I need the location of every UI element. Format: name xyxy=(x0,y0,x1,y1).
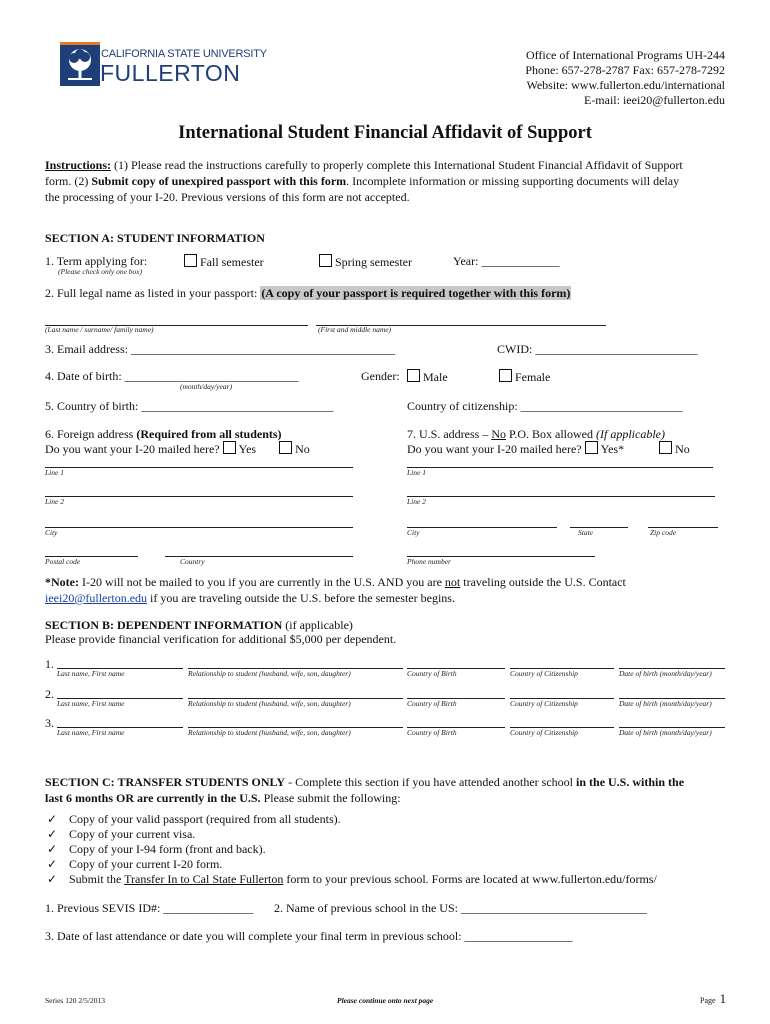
section-b-heading xyxy=(45,618,353,633)
foreign-line2-field[interactable] xyxy=(45,496,353,497)
us-city-caption: City xyxy=(407,528,420,537)
country-of-birth-field[interactable]: 5. Country of birth: ________________________________ xyxy=(45,399,334,413)
cwid-field[interactable]: CWID: ___________________________ xyxy=(497,342,698,356)
q7-yes-checkbox[interactable] xyxy=(585,441,598,454)
q6-required: (Required from all students) xyxy=(136,427,282,441)
section-c-intro-b: in the U.S. within the xyxy=(576,775,685,789)
section-c-intro-a: - Complete this section if you have attended another school xyxy=(285,775,577,789)
dependent-column-caption: Country of Citizenship xyxy=(510,728,578,737)
foreign-city-field[interactable] xyxy=(45,527,353,528)
checkmark-icon: ✓ xyxy=(47,857,58,871)
section-c-intro-line-1 xyxy=(45,775,684,790)
note-text-c: if you are traveling outside the U.S. before the semester begins. xyxy=(147,591,455,605)
logo-campus-name: FULLERTON xyxy=(100,60,241,86)
q7-mail-label: Do you want your I-20 mailed here? xyxy=(407,442,582,456)
checklist-item xyxy=(47,827,195,842)
q7-if-applicable: (If applicable) xyxy=(596,427,665,441)
gender-label: Gender: xyxy=(361,369,400,383)
q6-no-checkbox[interactable] xyxy=(279,441,292,454)
dependent-column-caption: Last name, First name xyxy=(57,699,125,708)
q6-mail-question xyxy=(45,441,310,457)
instructions-p2c: . Incomplete information or missing supporting documents will delay xyxy=(346,174,680,188)
dependent-column-caption: Last name, First name xyxy=(57,728,125,737)
checklist-item xyxy=(47,812,341,827)
q7-no-checkbox[interactable] xyxy=(659,441,672,454)
dependent-column-caption: Relationship to student (husband, wife, son, daughter) xyxy=(188,669,351,678)
checklist-item-text: Submit the xyxy=(69,872,125,886)
us-line1-caption: Line 1 xyxy=(407,468,426,477)
dependent-column-caption: Country of Birth xyxy=(407,699,457,708)
last-name-caption: (Last name / surname/ family name) xyxy=(45,325,154,334)
female-option[interactable] xyxy=(499,369,550,385)
q7-label: 7. U.S. address – xyxy=(407,427,492,441)
us-city-field[interactable] xyxy=(407,527,557,528)
spring-option[interactable] xyxy=(319,254,412,270)
instructions-line-3: the processing of your I-20. Previous versions of this form are not accepted. xyxy=(45,190,410,204)
instructions-line-2 xyxy=(45,174,679,189)
q6-yes-label: Yes xyxy=(238,442,257,456)
tree-seal-icon xyxy=(60,42,100,86)
section-a-heading: SECTION A: STUDENT INFORMATION xyxy=(45,231,265,245)
fall-label: Fall semester xyxy=(200,255,264,269)
us-line1-field[interactable] xyxy=(407,467,713,468)
female-checkbox[interactable] xyxy=(499,369,512,382)
transfer-form-link[interactable]: Transfer In to Cal State Fullerton xyxy=(124,872,284,886)
sevis-id-field[interactable]: 1. Previous SEVIS ID#: _______________ xyxy=(45,901,254,915)
checklist-item-text: Copy of your I-94 form (front and back). xyxy=(69,842,266,856)
q2-line xyxy=(45,286,571,301)
checklist-item-text: Copy of your current I-20 form. xyxy=(69,857,223,871)
q6-label: 6. Foreign address xyxy=(45,427,137,441)
dependent-column-caption: Country of Birth xyxy=(407,728,457,737)
first-name-caption: (First and middle name) xyxy=(318,325,392,334)
term-note: (Please check only one box) xyxy=(58,267,143,276)
checklist-item-text-b: form to your previous school. Forms are located at www.fullerton.edu/forms/ xyxy=(283,872,657,886)
page-number xyxy=(700,990,726,1008)
male-label: Male xyxy=(423,370,448,384)
us-zip-caption: Zip code xyxy=(650,528,677,537)
q7-mail-question xyxy=(407,441,690,457)
q2-passport-note: (A copy of your passport is required together with this form) xyxy=(261,286,571,300)
note-text-a: I-20 will not be mailed to you if you are currently in the U.S. AND you are xyxy=(78,575,445,589)
section-b-sub: Please provide financial verification for additional $5,000 per dependent. xyxy=(45,632,397,646)
university-logo xyxy=(60,42,100,86)
checkmark-icon: ✓ xyxy=(47,812,58,826)
dependent-column-caption: Date of birth (month/day/year) xyxy=(619,728,712,737)
term-label: 1. Term applying for: xyxy=(45,254,148,268)
email-line: E-mail: ieei20@fullerton.edu xyxy=(583,93,725,107)
series-label: Series 120 2/5/2013 xyxy=(45,996,105,1005)
checkmark-icon: ✓ xyxy=(47,872,58,886)
q6-mail-label: Do you want your I-20 mailed here? xyxy=(45,442,220,456)
foreign-country-caption: Country xyxy=(180,557,205,566)
q6-heading xyxy=(45,427,282,442)
foreign-line1-caption: Line 1 xyxy=(45,468,64,477)
male-checkbox[interactable] xyxy=(407,369,420,382)
q7-yes-label: Yes* xyxy=(600,442,625,456)
dependent-column-caption: Date of birth (month/day/year) xyxy=(619,669,712,678)
dependent-column-caption: Relationship to student (husband, wife, son, daughter) xyxy=(188,699,351,708)
dependent-row-number: 2. xyxy=(45,687,54,701)
note-text-b: traveling outside the U.S. Contact xyxy=(460,575,626,589)
dob-field[interactable]: 4. Date of birth: _____________________________ xyxy=(45,369,299,383)
spring-label: Spring semester xyxy=(335,255,412,269)
dependent-column-caption: Country of Birth xyxy=(407,669,457,678)
q7-no: No xyxy=(491,427,506,441)
logo-university-name: CALIFORNIA STATE UNIVERSITY xyxy=(101,48,267,60)
website-line: Website: www.fullerton.edu/international xyxy=(526,78,725,92)
continue-note: Please continue onto next page xyxy=(337,996,434,1005)
dependent-column-caption: Date of birth (month/day/year) xyxy=(619,699,712,708)
page-label: Page xyxy=(700,996,716,1005)
foreign-city-caption: City xyxy=(45,528,58,537)
phone-line: Phone: 657-278-2787 Fax: 657-278-7292 xyxy=(525,63,725,77)
male-option[interactable] xyxy=(407,369,448,385)
section-c-intro-c: last 6 months OR are currently in the U.S. xyxy=(45,791,261,805)
fall-checkbox[interactable] xyxy=(184,254,197,267)
section-c-intro-d: Please submit the following: xyxy=(260,791,401,805)
checklist-item-text: Copy of your current visa. xyxy=(69,827,196,841)
checkmark-icon: ✓ xyxy=(47,842,58,856)
q7-no-label: No xyxy=(675,442,690,456)
note-not: not xyxy=(444,575,461,589)
section-c-title: SECTION C: TRANSFER STUDENTS ONLY xyxy=(45,775,286,789)
mailing-note-line-2 xyxy=(45,591,455,606)
dependent-column-caption: Country of Citizenship xyxy=(510,699,578,708)
checklist-item xyxy=(47,857,222,872)
q7-heading xyxy=(407,427,665,442)
instructions-p2a: form. (2) xyxy=(45,174,92,188)
section-b-suffix: (if applicable) xyxy=(282,618,353,632)
year-field[interactable]: Year: _____________ xyxy=(453,254,560,268)
dependent-row-number: 3. xyxy=(45,716,54,730)
q6-no-label: No xyxy=(295,442,310,456)
previous-school-field[interactable]: 2. Name of previous school in the US: _______________________________ xyxy=(274,901,647,915)
foreign-postal-caption: Postal code xyxy=(45,557,81,566)
q6-yes-checkbox[interactable] xyxy=(223,441,236,454)
spring-checkbox[interactable] xyxy=(319,254,332,267)
page-title: International Student Financial Affidavit of Support xyxy=(178,123,592,143)
us-phone-caption: Phone number xyxy=(407,557,451,566)
instructions-line-1 xyxy=(45,158,683,173)
note-label: *Note: xyxy=(45,575,79,589)
checklist-item xyxy=(47,842,266,857)
female-label: Female xyxy=(515,370,551,384)
section-b-title: SECTION B: DEPENDENT INFORMATION xyxy=(45,618,283,632)
checkmark-icon: ✓ xyxy=(47,827,58,841)
fall-option[interactable] xyxy=(184,254,264,270)
foreign-line2-caption: Line 2 xyxy=(45,497,64,506)
mailing-note-line-1 xyxy=(45,575,626,590)
checklist-item-text: Copy of your valid passport (required from all students). xyxy=(69,812,341,826)
dependent-column-caption: Relationship to student (husband, wife, son, daughter) xyxy=(188,728,351,737)
citizenship-field[interactable]: Country of citizenship: ___________________________ xyxy=(407,399,683,413)
page-num: 1 xyxy=(719,991,727,1006)
contact-email-link[interactable]: ieei20@fullerton.edu xyxy=(45,591,148,605)
checklist-item xyxy=(47,872,657,887)
section-c-intro-line-2 xyxy=(45,791,401,806)
instructions-passport-emphasis: Submit copy of unexpired passport with this form xyxy=(91,174,347,188)
us-state-caption: State xyxy=(578,528,593,537)
dependent-column-caption: Last name, First name xyxy=(57,669,125,678)
email-field[interactable]: 3. Email address: ____________________________________________ xyxy=(45,342,395,356)
instructions-label: Instructions: xyxy=(45,158,112,172)
q2-label: 2. Full legal name as listed in your passport: xyxy=(45,286,258,300)
us-line2-caption: Line 2 xyxy=(407,497,426,506)
foreign-line1-field[interactable] xyxy=(45,467,353,468)
instructions-p1: (1) Please read the instructions carefully to properly complete this International Student Financial Affidavit of Support xyxy=(111,158,683,172)
q7-po-box: P.O. Box allowed xyxy=(506,427,596,441)
last-attendance-field[interactable]: 3. Date of last attendance or date you will complete your final term in previous school: __________________ xyxy=(45,929,573,943)
office-line: Office of International Programs UH-244 xyxy=(525,48,725,62)
dependent-row-number: 1. xyxy=(45,657,54,671)
us-line2-field[interactable] xyxy=(407,496,715,497)
dependent-column-caption: Country of Citizenship xyxy=(510,669,578,678)
dob-caption: (month/day/year) xyxy=(180,382,233,391)
